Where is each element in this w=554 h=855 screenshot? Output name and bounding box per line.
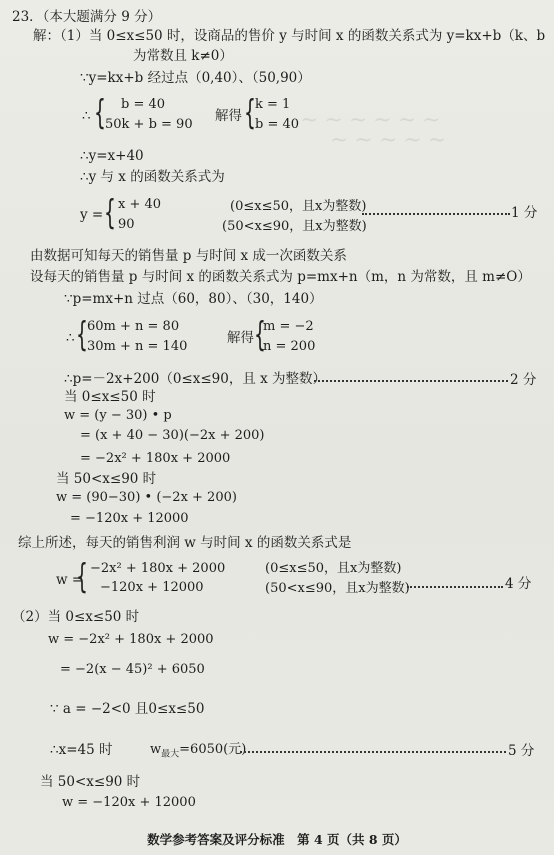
text-line: 当 50<x≤90 时 (56, 471, 157, 487)
text-line: （2）当 0≤x≤50 时 (12, 609, 140, 625)
piece-condition: (0≤x≤50，且x为整数) (230, 199, 367, 214)
equation: 30m + n = 140 (87, 339, 188, 354)
left-brace-icon: { (254, 315, 266, 355)
equation: w = −120x + 12000 (62, 795, 196, 810)
left-brace-icon: { (244, 93, 256, 133)
solve-label: 解得 (215, 108, 242, 124)
therefore-symbol: ∴ (82, 108, 91, 124)
text-line: 综上所述，每天的销售利润 w 与时间 x 的函数关系式是 (18, 535, 352, 551)
therefore-symbol: ∴ (66, 330, 75, 346)
score-leader-dots (240, 751, 506, 753)
solution: m = −2 (263, 319, 314, 334)
solution: k = 1 (255, 97, 291, 112)
text-line: ∴x=45 时 (50, 742, 113, 758)
score-mark: 4 分 (505, 576, 532, 592)
bleed-through-shadow: ~~~~~~ (300, 108, 447, 133)
solve-label: 解得 (227, 330, 254, 346)
function-label: w = (56, 572, 84, 588)
text-line: 解：（1）当 0≤x≤50 时，设商品的售价 y 与时间 x 的函数关系式为 y=kx+b（k、b (33, 28, 546, 44)
solution: b = 40 (255, 117, 300, 132)
text-line: ∵y=kx+b 经过点（0,40）、（50,90） (80, 70, 311, 86)
max-w-label: $w_{最大}=6050$(元) (150, 742, 247, 760)
text-line: ∴y=x+40 (80, 148, 144, 164)
solution: n = 200 (263, 339, 316, 354)
text-line: 设每天的销售量 p 与时间 x 的函数关系式为 p=mx+n（m，n 为常数，且 m≠O） (30, 269, 531, 285)
text-line: 当 50<x≤90 时 (40, 774, 141, 790)
text-line: ∵ a = −2<0 且0≤x≤50 (50, 701, 205, 717)
function-label: y = (80, 207, 104, 223)
equation: w = −2x² + 180x + 2000 (48, 632, 214, 647)
score-mark: 5 分 (508, 743, 535, 759)
equation: 60m + n = 80 (87, 319, 180, 334)
page-footer: 数学参考答案及评分标准 第 4 页（共 8 页） (147, 832, 407, 847)
text-line: ∴p=－2x+200（0≤x≤90，且 x 为整数） (64, 371, 327, 387)
score-leader-dots (362, 213, 510, 215)
bleed-through-shadow: ~~~~~ (330, 128, 453, 153)
equation: w = (90−30) • (−2x + 200) (56, 490, 237, 505)
score-mark: 1 分 (511, 205, 538, 221)
piece-expr: x + 40 (118, 197, 162, 212)
left-brace-icon: { (76, 557, 88, 597)
piece-condition: (0≤x≤50，且x为整数) (265, 561, 402, 576)
text-line: ∴y 与 x 的函数关系式为 (80, 169, 225, 185)
question-header: 23．（本大题满分 9 分） (12, 9, 162, 25)
left-brace-icon: { (94, 93, 106, 133)
equation: b = 40 (121, 97, 166, 112)
piece-condition: (50<x≤90，且x为整数) (222, 219, 367, 234)
piece-expr: −120x + 12000 (100, 580, 204, 595)
piece-expr: 90 (118, 217, 135, 232)
equation: 50k + b = 90 (105, 117, 193, 132)
equation: = −120x + 12000 (70, 511, 189, 526)
score-leader-dots (407, 586, 503, 588)
text-line: ∵p=mx+n 过点（60，80）、（30，140） (64, 291, 323, 307)
text-line: 由数据可知每天的销售量 p 与时间 x 成一次函数关系 (30, 248, 347, 264)
left-brace-icon: { (104, 193, 116, 233)
piece-condition: (50<x≤90，且x为整数) (265, 581, 410, 596)
piece-expr: −2x² + 180x + 2000 (90, 561, 226, 576)
equation: w = (y − 30) • p (64, 408, 172, 423)
score-leader-dots (314, 380, 508, 382)
equation: = −2(x − 45)² + 6050 (60, 662, 205, 677)
equation: = −2x² + 180x + 2000 (80, 451, 231, 466)
text-line: 为常数且 k≠0） (133, 48, 233, 64)
equation: = (x + 40 − 30)(−2x + 200) (80, 428, 265, 443)
text-line: 当 0≤x≤50 时 (64, 389, 156, 405)
score-mark: 2 分 (510, 372, 537, 388)
left-brace-icon: { (76, 315, 88, 355)
